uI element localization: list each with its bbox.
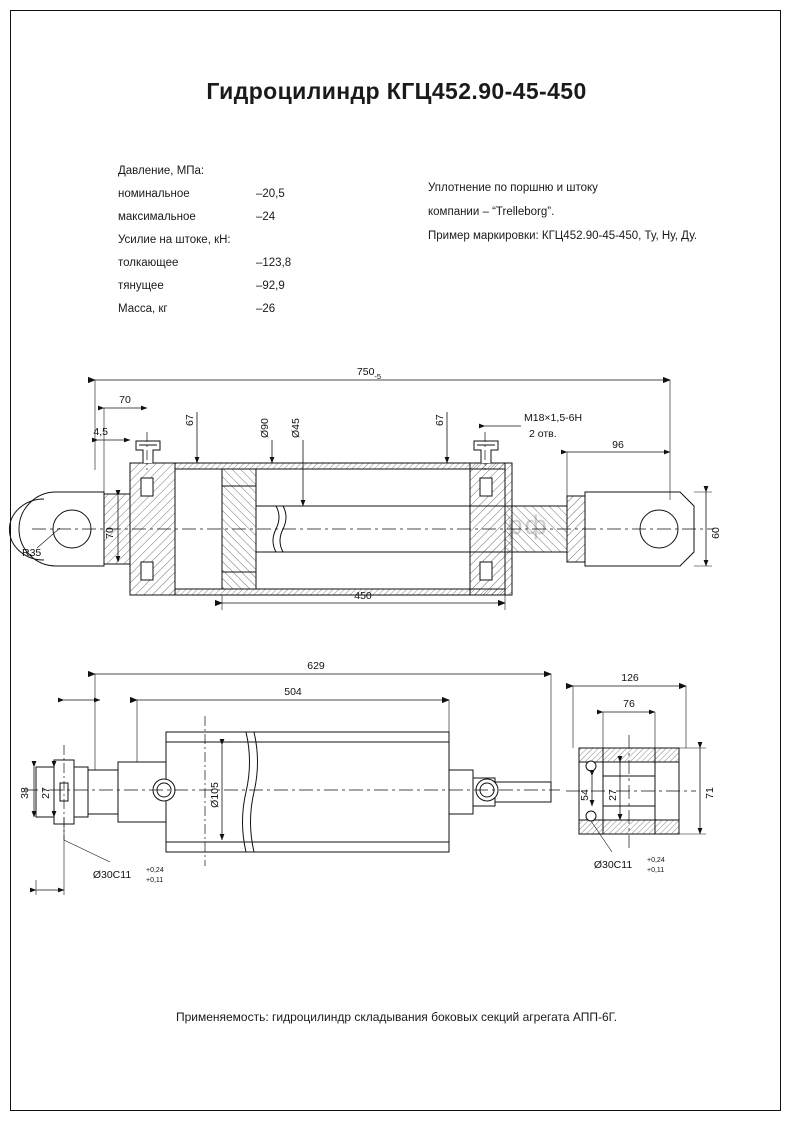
dim-pin-right: Ø30С11 xyxy=(593,859,633,871)
view-outline xyxy=(24,716,696,866)
dim-bore-70: 70 xyxy=(104,527,116,539)
spec-value: –26 xyxy=(256,303,276,315)
page-title: Гидроцилиндр КГЦ452.90-45-450 xyxy=(206,78,587,104)
dim-45: 4,5 xyxy=(93,426,108,438)
svg-text:Ø30С11 xyxy=(93,869,131,881)
dim-stroke: 450 xyxy=(354,590,372,602)
dim-27-left: 27 xyxy=(40,787,52,799)
spec-value: –123,8 xyxy=(256,257,292,269)
dim-pin-right-lower: +0,11 xyxy=(647,867,665,874)
dim-504: 504 xyxy=(284,686,302,698)
dim-76: 76 xyxy=(623,698,635,710)
svg-text:Ø30С11 xyxy=(594,859,632,871)
dim-total-length: 750 xyxy=(356,366,375,378)
dim-dia-90: Ø90 xyxy=(259,418,271,438)
note-line-3: Пример маркировки: КГЦ452.90-45-450, Ту, Ну, Ду. xyxy=(428,230,698,242)
svg-text:750-5 xyxy=(357,366,381,381)
dim-thread-qty: 2 отв. xyxy=(529,428,557,440)
note-line-2: компании – “Trelleborg”. xyxy=(428,206,555,218)
dim-96: 96 xyxy=(612,439,624,451)
spec-value: –92,9 xyxy=(256,280,285,292)
dim-27-right: 27 xyxy=(607,789,619,801)
dim-pin-right-upper: +0,24 xyxy=(647,857,665,864)
dim-67-left: 67 xyxy=(184,414,196,426)
dim-pin-left-lower: +0,11 xyxy=(146,877,164,884)
spec-value: –24 xyxy=(256,211,276,223)
dim-126: 126 xyxy=(621,672,639,684)
dim-629: 629 xyxy=(307,660,325,672)
dim-total-length-tol: -5 xyxy=(374,372,382,381)
spec-group-force-label: Усилие на штоке, кН: xyxy=(118,234,231,246)
dim-pin-left-upper: +0,24 xyxy=(146,867,164,874)
spec-group-pressure-label: Давление, МПа: xyxy=(118,165,205,177)
dim-70: 70 xyxy=(119,394,131,406)
view-section xyxy=(9,432,714,595)
dim-dia-45: Ø45 xyxy=(290,418,302,438)
dim-71: 71 xyxy=(704,787,716,799)
dim-54: 54 xyxy=(579,789,591,801)
dim-dia-105: Ø105 xyxy=(209,782,221,808)
dim-67-right: 67 xyxy=(434,414,446,426)
spec-label: тянущее xyxy=(118,280,164,292)
dim-60: 60 xyxy=(710,527,722,539)
spec-value: –20,5 xyxy=(256,188,285,200)
dim-thread: M18×1,5-6H xyxy=(524,412,583,424)
spec-label: толкающее xyxy=(118,257,179,269)
applicability-note: Применяемость: гидроцилиндр складывания боковых секций агрегата АПП-6Г. xyxy=(175,1010,618,1024)
dim-pin-left: Ø30С11 xyxy=(92,869,132,881)
spec-label: максимальное xyxy=(118,211,196,223)
dim-38: 38 xyxy=(19,787,31,799)
dim-radius: R35 xyxy=(22,547,42,559)
spec-label: Масса, кг xyxy=(118,303,168,315)
spec-label: номинальное xyxy=(118,188,190,200)
note-line-1: Уплотнение по поршню и штоку xyxy=(428,182,598,194)
